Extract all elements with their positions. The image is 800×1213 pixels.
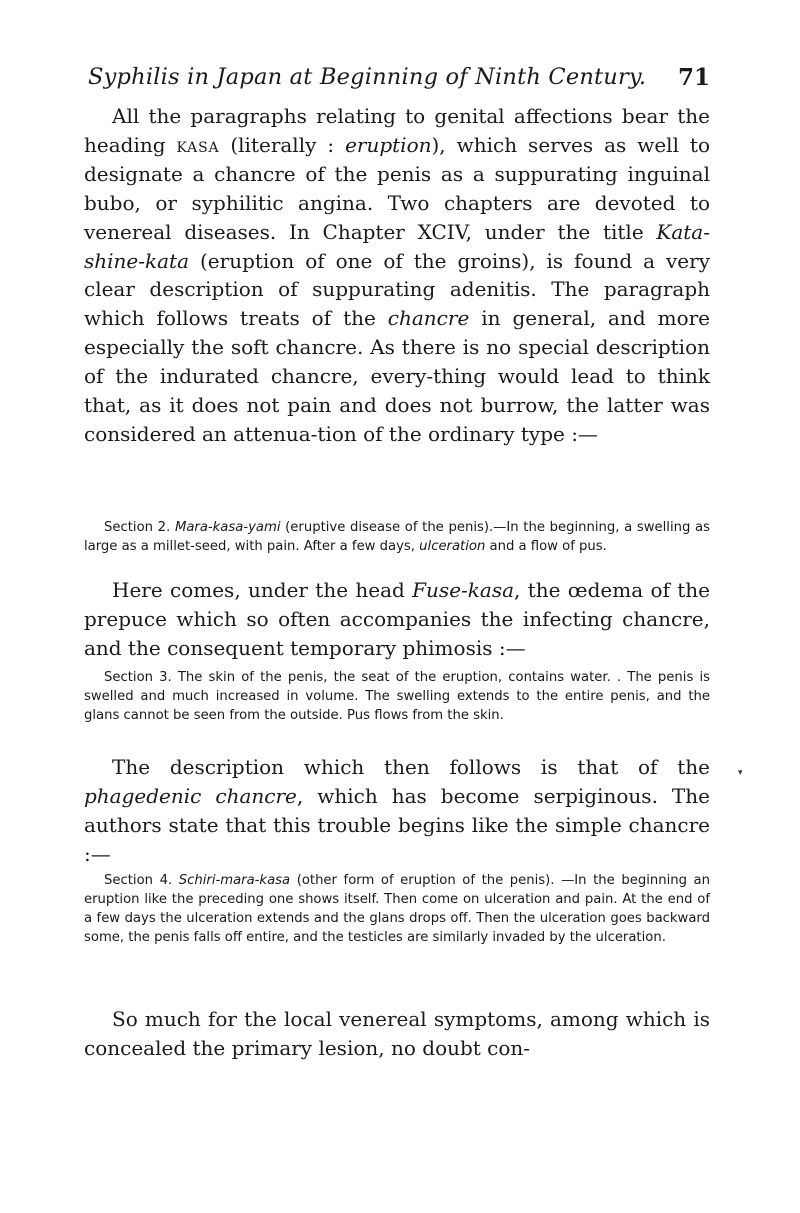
paragraph-genital-affections [84, 102, 710, 449]
running-header [88, 64, 710, 98]
text-run: So much for the local venereal symptoms, among which is concealed the primary lesion, no doubt con- [84, 1007, 710, 1060]
text-run: , which has become serpiginous. The authors state that this trouble begins like the simple chancre :— [84, 783, 710, 866]
text-run: (literally : [219, 132, 346, 157]
paragraph-phagedenic [84, 753, 710, 869]
text-run: Section 3. The skin of the penis, the seat of the eruption, contains water. . The penis is swelled and much increased in volume. The swelling extends to the entire penis, and the glans cannot be seen from the outside. Pus flows from the skin. [84, 670, 710, 723]
page-number: 71 [677, 64, 710, 91]
term-kasa: kasa [176, 132, 220, 157]
text-run: (eruption of one of the groins), is found a very clear description of suppurating adenitis. The paragraph which follows treats of the [84, 248, 710, 331]
running-title: Syphilis in Japan at Beginning of Ninth Century. [88, 64, 647, 90]
paragraph-fuse-kasa [84, 576, 710, 663]
text-run: ), which serves as well to designate a chancre of the penis as a suppurating inguinal bubo, or syphilitic angina. Two chapters are devoted to venereal diseases. In Chapter XCIV, under the title [84, 132, 711, 244]
section-2-quote [84, 519, 710, 557]
text-run: (eruptive disease of the penis).—In the beginning, a swelling as large as a millet-seed, with pain. After a few days, [84, 520, 710, 554]
text-run: Section 2. [104, 520, 175, 535]
term-kata-shine-kata: Kata-shine-kata [84, 219, 710, 273]
term-eruption: eruption [345, 132, 432, 157]
term-fuse-kasa: Fuse-kasa [412, 578, 515, 602]
text-run: The description which then follows is that of the [112, 755, 710, 779]
paragraph-local-symptoms [84, 1005, 710, 1063]
text-run: All the paragraphs relating to genital affections bear the heading [84, 104, 710, 157]
stray-print-mark: ▾ [738, 768, 743, 778]
term-ulceration: ulceration [419, 538, 486, 554]
text-run: in general, and more especially the soft chancre. As there is no special description of the indurated chancre, every-thing would lead to think that, as it does not pain and does not burrow, the latter was considered an attenua-tion of the ordinary type :— [84, 306, 711, 446]
term-mara-kasa-yami: Mara-kasa-yami [174, 520, 281, 535]
text-run: and a flow of pus. [485, 538, 607, 554]
text-run: (other form of eruption of the penis). —In the beginning an eruption like the preceding one shows itself. Then come on ulceration and pain. At the end of a few days the ulceration extends and the glans drops off. Then the ulceration goes backward some, the penis falls off entire, and the testicles are similarly invaded by the ulceration. [84, 873, 710, 945]
term-schiri-mara-kasa: Schiri-mara-kasa [178, 873, 291, 888]
term-chancre: chancre [387, 306, 470, 331]
text-run: Section 4. [104, 873, 179, 888]
section-4-quote [84, 872, 710, 948]
text-run: , the œdema of the prepuce which so often accompanies the infecting chancre, and the consequent temporary phimosis :— [84, 578, 710, 660]
section-3-quote [84, 669, 710, 726]
text-run: Here comes, under the head [112, 578, 413, 602]
term-phagedenic-chancre: phagedenic chancre [84, 783, 297, 808]
